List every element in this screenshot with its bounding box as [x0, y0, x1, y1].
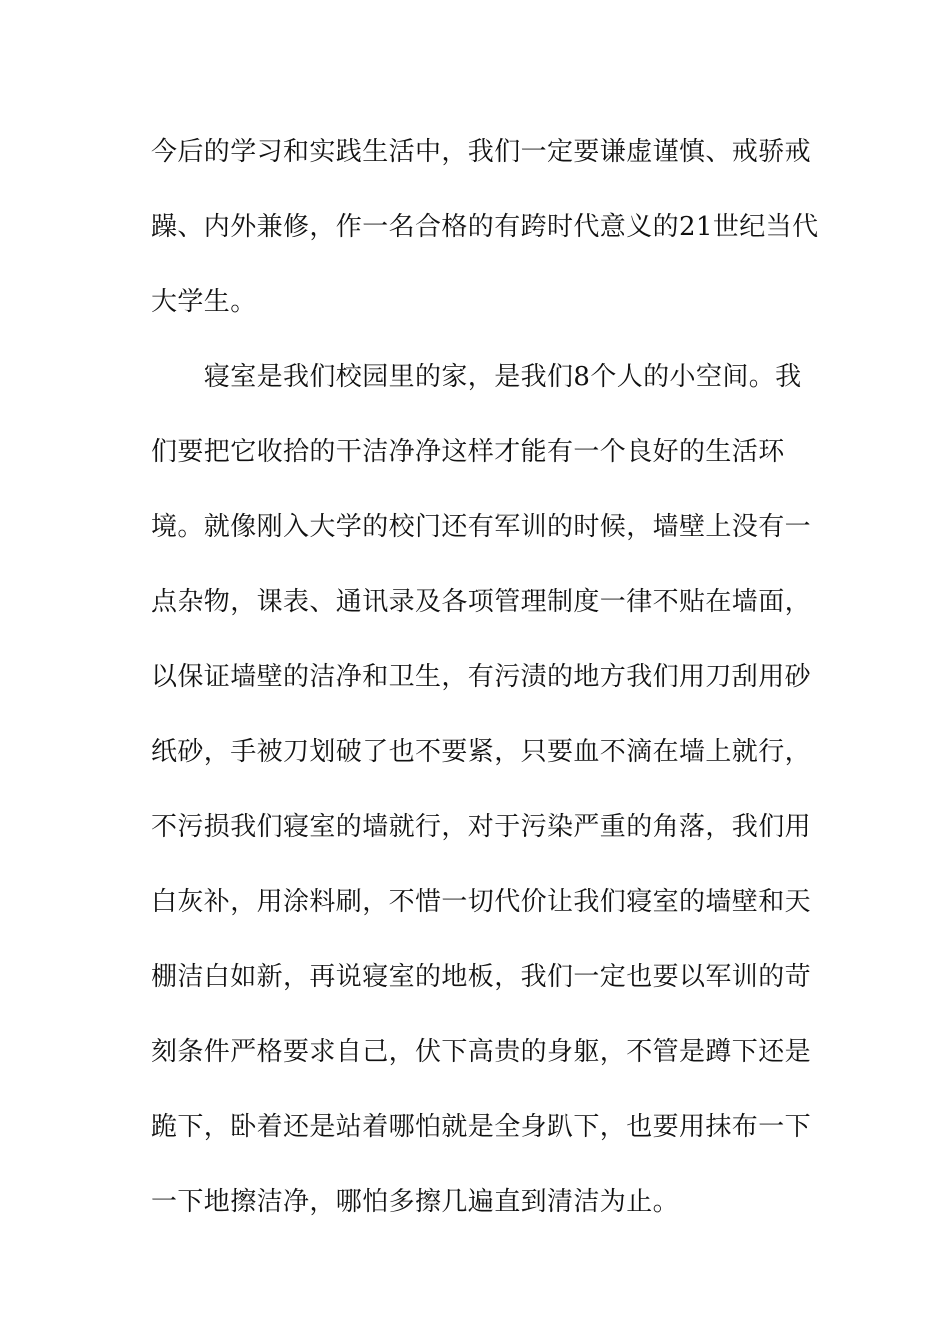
text-line: 点杂物，课表、通讯录及各项管理制度一律不贴在墙面，	[151, 587, 812, 617]
text-line: 大学生。	[151, 287, 257, 317]
text-line: 以保证墙壁的洁净和卫生，有污渍的地方我们用刀刮用砂	[151, 662, 812, 692]
text-line: 不污损我们寝室的墙就行，对于污染严重的角落，我们用	[151, 812, 812, 842]
text-line: 纸砂，手被刀划破了也不要紧，只要血不滴在墙上就行，	[151, 737, 812, 767]
text-line: 跪下，卧着还是站着哪怕就是全身趴下，也要用抹布一下	[151, 1112, 812, 1142]
text-line: 寝室是我们校园里的家，是我们8个人的小空间。我	[151, 362, 802, 392]
text-line: 棚洁白如新，再说寝室的地板，我们一定也要以军训的苛	[151, 962, 812, 992]
text-line: 一下地擦洁净，哪怕多擦几遍直到清洁为止。	[151, 1187, 680, 1217]
body-text	[151, 127, 819, 1252]
text-line: 境。就像刚入大学的校门还有军训的时候，墙壁上没有一	[151, 512, 812, 542]
text-line: 白灰补，用涂料刷，不惜一切代价让我们寝室的墙壁和天	[151, 887, 812, 917]
text-line: 今后的学习和实践生活中，我们一定要谦虚谨慎、戒骄戒	[151, 137, 812, 167]
text-line: 们要把它收拾的干洁净净这样才能有一个良好的生活环	[151, 437, 785, 467]
text-line: 刻条件严格要求自己，伏下高贵的身躯，不管是蹲下还是	[151, 1037, 812, 1067]
text-line: 躁、内外兼修，作一名合格的有跨时代意义的21世纪当代	[151, 212, 819, 242]
